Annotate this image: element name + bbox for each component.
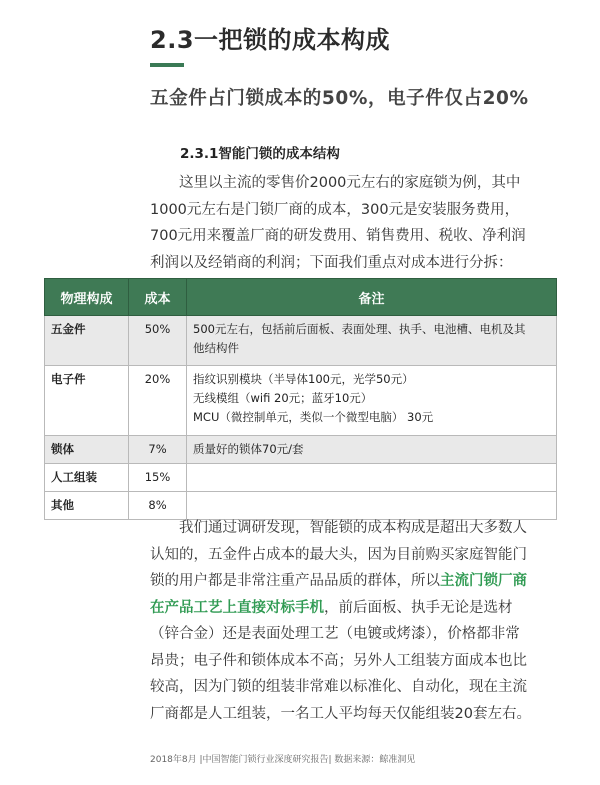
subsection-title: 2.3.1智能门锁的成本结构 [180,146,340,162]
notes-cell: 质量好的锁体70元/套 [187,436,557,464]
cost-cell: 50% [129,316,187,366]
cost-cell: 15% [129,464,187,492]
cost-cell: 20% [129,366,187,436]
notes-cell [187,366,557,436]
note-line: 他结构件 [193,341,239,355]
intro-line: 这里以主流的零售价2000元左右的家庭锁为例，其中 [179,175,521,191]
component-cell: 锁体 [45,436,129,464]
table-row [45,316,557,366]
page-footer: 2018年8月 |中国智能门锁行业深度研究报告| 数据来源：鲸准洞见 [150,755,416,765]
note-line: 指纹识别模块（半导体100元，光学50元） [193,372,414,386]
highlighted-text: 在产品工艺上直接对标手机 [150,599,324,616]
table-row [45,436,557,464]
component-cell: 五金件 [45,316,129,366]
intro-paragraph [150,170,555,276]
note-line: 无线模组（wifi 20元；蓝牙10元） [193,391,373,405]
notes-cell [187,316,557,366]
cost-cell: 8% [129,492,187,520]
highlighted-text: 主流门锁厂商 [440,573,527,589]
column-header: 物理构成 [45,279,129,316]
body-text: 锁的用户都是非常注重产品品质的群体，所以 [150,573,440,589]
body-text: ，前后面板、执手无论是选材 [324,599,513,616]
body-line [150,568,555,595]
component-cell: 电子件 [45,366,129,436]
intro-line: 700元用来覆盖厂商的研发费用、销售费用、税收、净利润 [150,228,526,244]
cost-structure-table [44,278,557,520]
table-header-row [45,279,557,316]
intro-line: 1000元左右是门锁厂商的成本，300元是安装服务费用， [150,201,520,218]
column-header: 备注 [187,279,557,316]
analysis-paragraph [150,515,555,727]
body-line [150,595,555,622]
notes-cell [187,464,557,492]
body-line: （锌合金）还是表面处理工艺（电镀或烤漆），价格都非常 [150,626,520,642]
body-line: 厂商都是人工组装，一名工人平均每天仅能组装20套左右。 [150,705,531,722]
headline: 五金件占门锁成本的50%，电子件仅占20% [150,88,529,109]
body-line: 昂贵；电子件和锁体成本不高；另外人工组装方面成本也比 [150,652,527,669]
intro-line: 利润以及经销商的利润；下面我们重点对成本进行分拆： [150,254,513,271]
body-line: 认知的，五金件占成本的最大头，因为目前购买家庭智能门 [150,546,527,563]
table-row [45,366,557,436]
component-cell: 人工组装 [45,464,129,492]
cost-cell: 7% [129,436,187,464]
body-line: 较高，因为门锁的组装非常难以标准化、自动化，现在主流 [150,679,527,695]
title-underline [150,63,184,67]
note-line: 500元左右，包括前后面板、表面处理、执手、电池槽、电机及其 [193,322,526,336]
section-title: 2.3一把锁的成本构成 [150,26,391,54]
column-header: 成本 [129,279,187,316]
body-line: 我们通过调研发现，智能锁的成本构成是超出大多数人 [179,520,527,536]
component-cell: 其他 [45,492,129,520]
table-row [45,464,557,492]
note-line: MCU（微控制单元，类似一个微型电脑） 30元 [193,410,434,424]
